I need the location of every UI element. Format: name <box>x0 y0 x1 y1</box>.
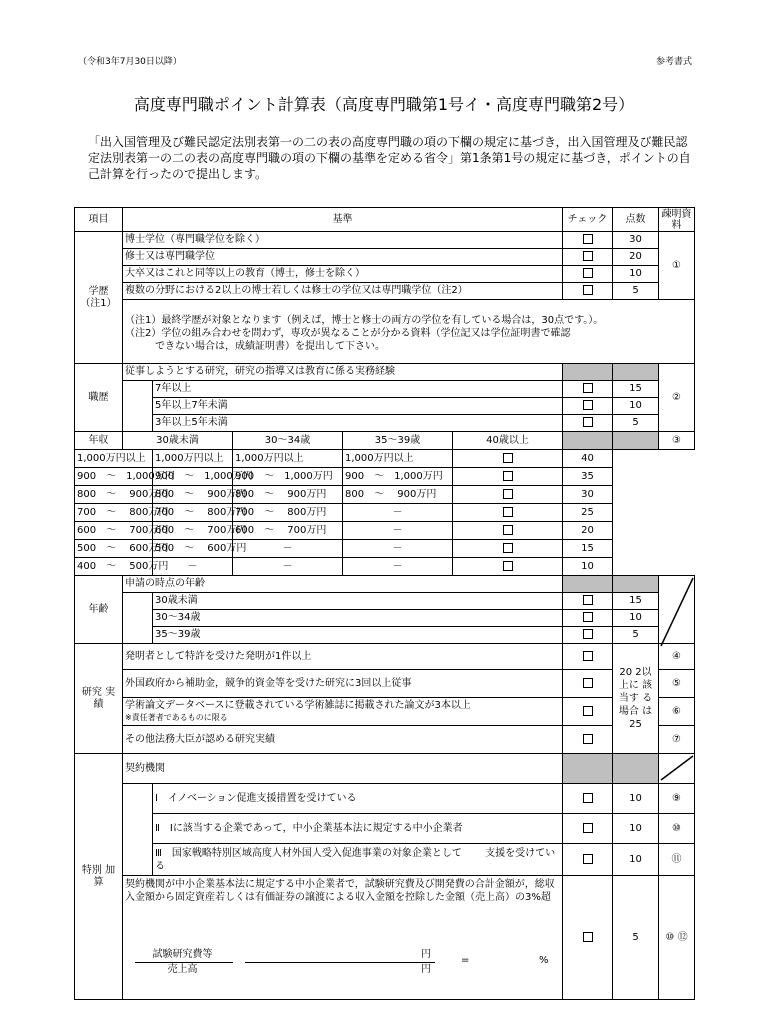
proof-mark: ⑩ <box>659 814 695 844</box>
income-cell: 700 ～ 800万円 <box>233 504 343 522</box>
points-value: 5 <box>613 876 659 1000</box>
category-career: 職歴 <box>75 364 123 432</box>
points-value: 15 <box>613 593 659 610</box>
table-row <box>75 627 695 644</box>
table-row <box>75 576 695 593</box>
checkbox[interactable] <box>453 504 563 522</box>
income-cell: 800 ～ 900万円 <box>233 486 343 504</box>
amount-bar <box>245 962 435 963</box>
criteria-text: その他法務大臣が認める研究実績 <box>123 726 563 754</box>
proof-mark: ③ <box>659 432 695 450</box>
note-1: （注1）最終学歴が対象となります（例えば，博士と修士の両方の学位を有している場合は，30点です。）。 <box>125 315 604 326</box>
intro-text: 「出入国管理及び難民認定法別表第一の二の表の高度専門職の項の下欄の規定に基づき，出入国管理及び難民認定法別表第一の二の表の高度専門職の項の下欄の基準を定める省令」第1条第1号の規定に基づき，ポイントの自己計算を行ったので提出します。 <box>88 135 691 181</box>
income-cell: 900 ～ 1,000万円 <box>233 468 343 486</box>
checkbox[interactable] <box>563 644 613 670</box>
checkbox[interactable] <box>453 522 563 540</box>
proof-mark: ⑩ ⑫ <box>659 876 695 1000</box>
criteria-text: 3年以上5年未満 <box>153 415 563 432</box>
proof-mark: ⑪ <box>659 844 695 876</box>
yen-bottom: 円 <box>421 964 431 975</box>
table-row <box>75 876 695 1000</box>
points-value: 10 <box>613 398 659 415</box>
income-cell: － <box>343 504 453 522</box>
points-value: 10 <box>613 844 659 876</box>
category-education: 学歴 （注1） <box>75 232 123 364</box>
points-value: 20 <box>563 522 613 540</box>
proof-mark: ⑦ <box>659 726 695 754</box>
col-proof: 疎明資料 <box>659 208 695 232</box>
points-value: 25 <box>563 504 613 522</box>
criteria-text: 博士学位（専門職学位を除く） <box>123 232 563 249</box>
income-cell: 1,000万円以上 <box>233 450 343 468</box>
table-row <box>75 249 695 266</box>
points-value: 10 <box>613 784 659 814</box>
criteria-text: 5年以上7年未満 <box>153 398 563 415</box>
checkbox[interactable] <box>563 627 613 644</box>
table-row <box>75 844 695 876</box>
criteria-text: 35～39歳 <box>153 627 563 644</box>
points-value: 10 <box>613 266 659 283</box>
category-income: 年収 <box>75 432 123 450</box>
age-heading: 申請の時点の年齢 <box>123 576 563 593</box>
income-cell: 900 ～ 1,000万円 <box>75 468 153 486</box>
income-cell: 700 ～ 800万円 <box>75 504 153 522</box>
criteria-cell <box>123 698 563 726</box>
income-cell: 600 ～ 700万円 <box>75 522 153 540</box>
criteria-text: Ⅰ イノベーション促進支援措置を受けている <box>153 784 563 814</box>
criteria-text: Ⅲ 国家戦略特別区域高度人材外国人受入促進事業の対象企業として 支援を受けている <box>153 844 563 876</box>
education-notes <box>123 300 695 364</box>
age-proof-crossed <box>659 576 695 644</box>
points-value: 5 <box>613 283 659 300</box>
points-value: 40 <box>563 450 613 468</box>
income-cell: 800 ～ 900万円 <box>75 486 153 504</box>
col-check: チェック <box>563 208 613 232</box>
table-row <box>75 726 695 754</box>
col-item: 項目 <box>75 208 123 232</box>
income-cell: － <box>343 558 453 576</box>
table-row <box>75 364 695 381</box>
checkbox[interactable] <box>563 726 613 754</box>
reference-label: 参考書式 <box>655 57 692 67</box>
col-points: 点数 <box>613 208 659 232</box>
points-value: 35 <box>563 468 613 486</box>
income-cell: 700 ～ 800万円 <box>153 504 233 522</box>
proof-mark: ② <box>659 364 695 432</box>
table-row <box>75 558 695 576</box>
checkbox[interactable] <box>563 381 613 398</box>
criteria-text: 発明者として特許を受けた発明が1件以上 <box>123 644 563 670</box>
note-2: （注2）学位の組み合わせを問わず，専攻が異なることが分かる資料（学位記又は学位証明書で確認 <box>125 328 571 339</box>
proof-mark: ⑨ <box>659 784 695 814</box>
table-row <box>75 814 695 844</box>
table-row <box>75 593 695 610</box>
income-cell: 500 ～ 600万円 <box>153 540 233 558</box>
table-row <box>75 670 695 698</box>
age-bracket: 30歳未満 <box>123 432 233 450</box>
checkbox[interactable] <box>563 398 613 415</box>
career-heading: 従事しようとする研究，研究の指導又は教育に係る実務経験 <box>123 364 563 381</box>
criteria-text: 大卒又はこれと同等以上の教育（博士，修士を除く） <box>123 266 563 283</box>
points-value: 5 <box>613 627 659 644</box>
date-note: （令和3年7月30日以降） <box>78 57 182 67</box>
criteria-text: 修士又は専門職学位 <box>123 249 563 266</box>
points-value: 15 <box>613 381 659 398</box>
income-cell: 800 ～ 900万円 <box>153 486 233 504</box>
checkbox[interactable] <box>563 814 613 844</box>
points-value: 10 <box>613 610 659 627</box>
fraction-numerator: 試験研究費等 <box>152 949 213 960</box>
table-row <box>75 754 695 784</box>
criteria-text: 複数の分野における2以上の博士若しくは修士の学位又は専門職学位（注2） <box>123 283 563 300</box>
income-cell: 400 ～ 500万円 <box>75 558 153 576</box>
criteria-text: 外国政府から補助金，競争的資金等を受けた研究に3回以上従事 <box>123 670 563 698</box>
sme-text: 契約機関が中小企業基本法に規定する中小企業者で，試験研究費及び開発費の合計金額が，総収入金額から固定資産若しくは有価証券の譲渡による収入金額を控除した金額（売上高）の3%超 <box>125 879 555 903</box>
table-row <box>75 784 695 814</box>
checkbox[interactable] <box>563 876 613 1000</box>
points-value: 5 <box>613 415 659 432</box>
points-table <box>74 207 695 1000</box>
checkbox[interactable] <box>563 698 613 726</box>
proof-mark: ① <box>659 232 695 300</box>
table-row <box>75 381 695 398</box>
percent-sign: % <box>539 955 549 966</box>
page-title: 高度専門職ポイント計算表（高度専門職第1号イ・高度専門職第2号） <box>133 95 635 114</box>
points-value: 10 <box>613 814 659 844</box>
table-row <box>75 398 695 415</box>
income-cell: － <box>233 540 343 558</box>
notes-row <box>75 300 695 364</box>
checkbox[interactable] <box>563 266 613 283</box>
criteria-text: Ⅱ Ⅰに該当する企業であって，中小企業基本法に規定する中小企業者 <box>153 814 563 844</box>
criteria-text: 学術論文データベースに登載されている学術雑誌に掲載された論文が3本以上 <box>125 699 471 711</box>
income-cell: － <box>153 558 233 576</box>
table-row <box>75 468 695 486</box>
diagonal-line <box>659 754 695 782</box>
bonus-heading: 契約機関 <box>123 754 563 784</box>
points-value: 10 <box>563 558 613 576</box>
points-value: 15 <box>563 540 613 558</box>
note-3: できない場合は，成績証明書）を提出して下さい。 <box>155 341 385 352</box>
proof-mark: ④ <box>659 644 695 670</box>
age-bracket: 35～39歳 <box>343 432 453 450</box>
criteria-subnote: ※責任著者であるものに限る <box>125 712 228 722</box>
income-cell: 500 ～ 600万円 <box>75 540 153 558</box>
table-row <box>75 432 695 450</box>
income-cell: 900 ～ 1,000万円 <box>343 468 453 486</box>
table-row <box>75 232 695 249</box>
table-row <box>75 486 695 504</box>
bonus-proof-crossed <box>659 754 695 784</box>
income-cell: 1,000万円以上 <box>153 450 233 468</box>
table-row <box>75 415 695 432</box>
criteria-text: 30歳未満 <box>153 593 563 610</box>
income-cell: － <box>233 558 343 576</box>
table-row <box>75 610 695 627</box>
checkbox[interactable] <box>563 249 613 266</box>
income-cell: 800 ～ 900万円 <box>343 486 453 504</box>
checkbox[interactable] <box>453 450 563 468</box>
income-cell: － <box>343 522 453 540</box>
points-value: 20 <box>613 249 659 266</box>
income-cell: 600 ～ 700万円 <box>153 522 233 540</box>
checkbox[interactable] <box>453 486 563 504</box>
proof-mark: ⑥ <box>659 698 695 726</box>
points-value: 30 <box>563 486 613 504</box>
table-row <box>75 540 695 558</box>
table-row <box>75 266 695 283</box>
income-cell: 1,000万円以上 <box>75 450 153 468</box>
income-cell: 1,000万円以上 <box>343 450 453 468</box>
income-cell: 600 ～ 700万円 <box>233 522 343 540</box>
table-row <box>75 522 695 540</box>
criteria-text: 7年以上 <box>153 381 563 398</box>
checkbox[interactable] <box>563 844 613 876</box>
fraction-denominator: 売上高 <box>167 964 198 975</box>
category-research: 研究 実績 <box>75 644 123 754</box>
checkbox[interactable] <box>563 593 613 610</box>
col-criteria: 基準 <box>123 208 563 232</box>
header-row <box>75 208 695 232</box>
table-row <box>75 450 695 468</box>
points-value: 30 <box>613 232 659 249</box>
checkbox[interactable] <box>563 415 613 432</box>
diagonal-line <box>659 576 695 648</box>
age-bracket: 30～34歳 <box>233 432 343 450</box>
table-row <box>75 504 695 522</box>
table-row <box>75 283 695 300</box>
sme-cell <box>123 876 563 1000</box>
checkbox[interactable] <box>563 232 613 249</box>
table-row <box>75 698 695 726</box>
checkbox[interactable] <box>563 784 613 814</box>
checkbox[interactable] <box>563 670 613 698</box>
category-age: 年齢 <box>75 576 123 644</box>
checkbox[interactable] <box>563 610 613 627</box>
proof-mark: ⑤ <box>659 670 695 698</box>
checkbox[interactable] <box>453 558 563 576</box>
equals-sign: = <box>461 955 470 966</box>
age-bracket: 40歳以上 <box>453 432 563 450</box>
checkbox[interactable] <box>563 283 613 300</box>
checkbox[interactable] <box>453 540 563 558</box>
research-points: 20 2以上に 該当す る場合 は 25 <box>613 644 659 754</box>
category-bonus: 特別 加算 <box>75 754 123 1000</box>
yen-top: 円 <box>421 949 431 960</box>
income-cell: － <box>343 540 453 558</box>
checkbox[interactable] <box>453 468 563 486</box>
income-cell: 900 ～ 1,000万円 <box>153 468 233 486</box>
table-row <box>75 644 695 670</box>
criteria-text: 30～34歳 <box>153 610 563 627</box>
